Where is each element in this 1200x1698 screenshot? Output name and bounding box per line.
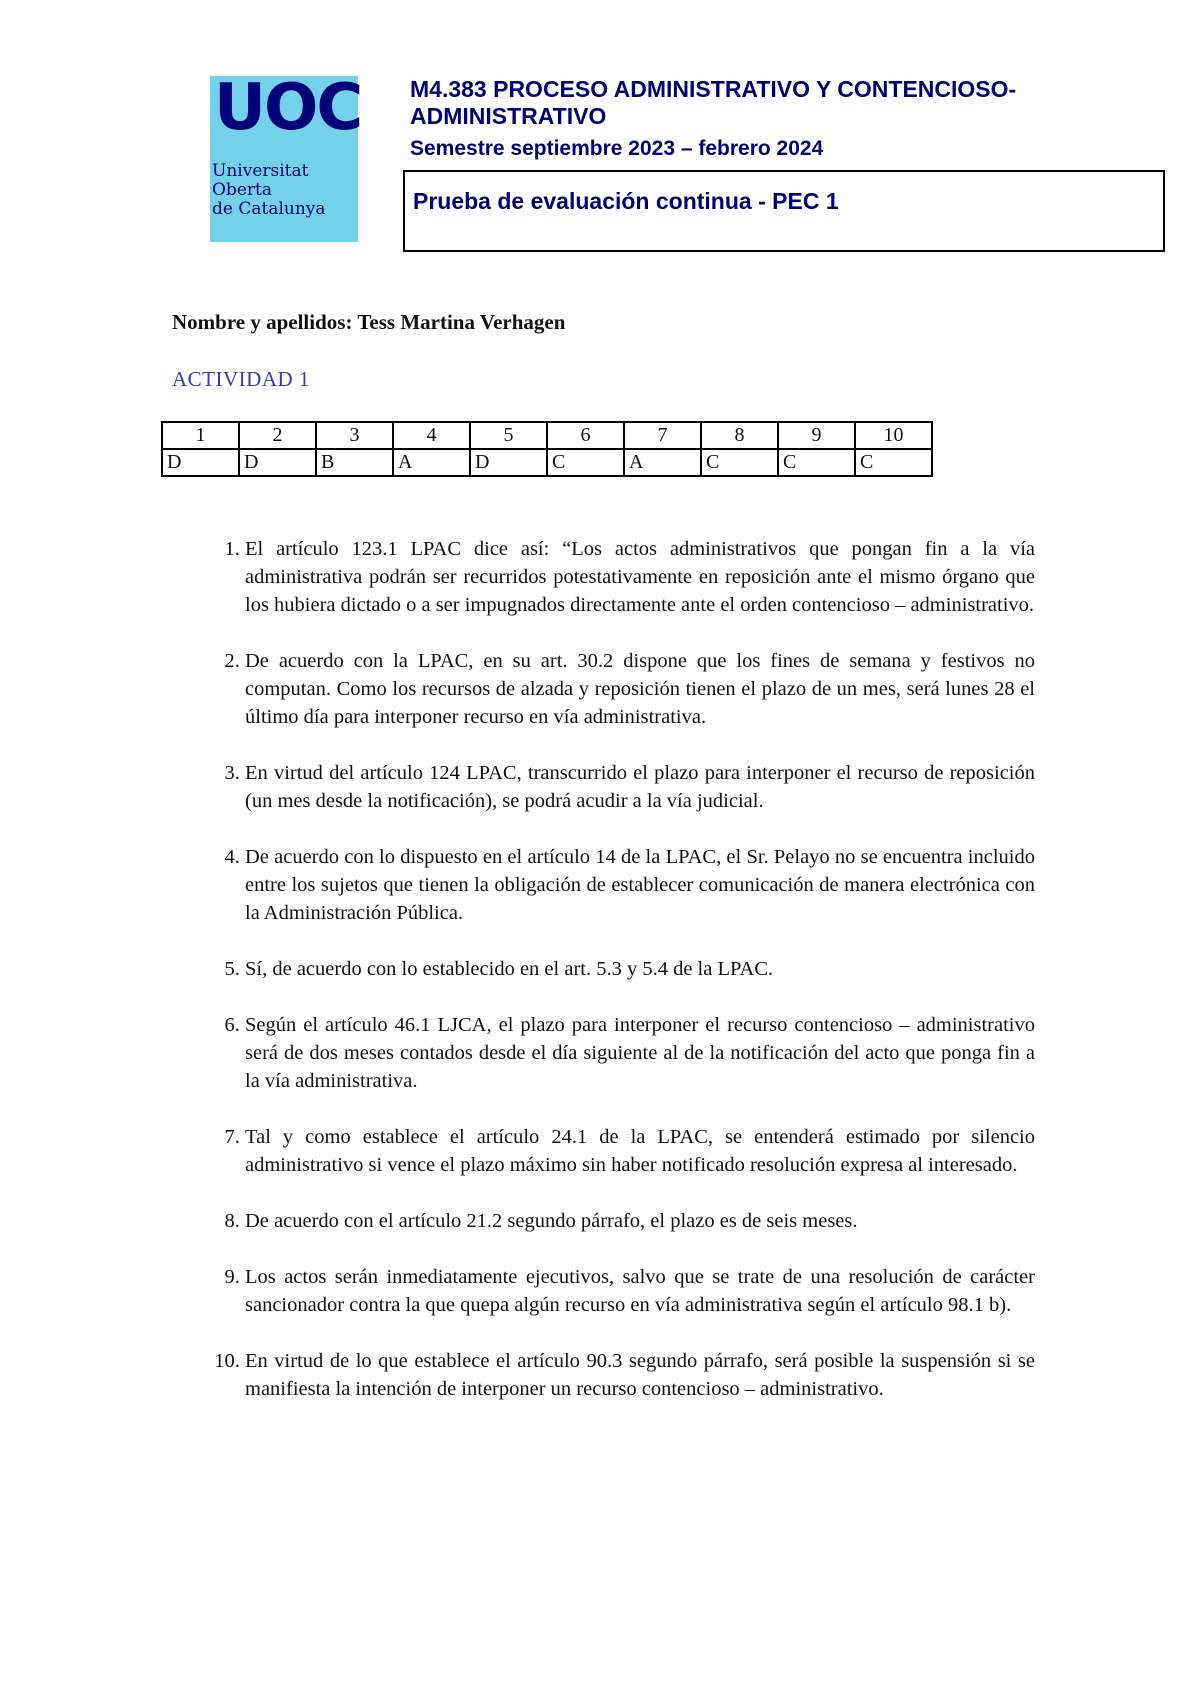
question-number: 10	[855, 422, 932, 449]
answer-cell: D	[162, 449, 239, 476]
response-item: 3. En virtud del artículo 124 LPAC, transcurrido el plazo para interponer el recurso de reposición (un mes desde la notificación), se podrá acudir a la vía judicial.	[245, 759, 1035, 815]
student-name: Nombre y apellidos: Tess Martina Verhagen	[172, 310, 566, 334]
answer-cell: D	[239, 449, 316, 476]
response-item: 10. En virtud de lo que establece el artículo 90.3 segundo párrafo, será posible la suspensión si se manifiesta la intención de interponer un recurso contencioso – administrativo.	[245, 1347, 1035, 1403]
semester: Semestre septiembre 2023 – febrero 2024	[410, 137, 824, 160]
pec-title: Prueba de evaluación continua - PEC 1	[413, 188, 839, 214]
pec-title-box	[403, 170, 1165, 252]
answer-cell: B	[316, 449, 393, 476]
activity-title: ACTIVIDAD 1	[172, 367, 310, 391]
answer-cell: C	[547, 449, 624, 476]
question-number: 9	[778, 422, 855, 449]
answer-cell: A	[393, 449, 470, 476]
response-item: 4. De acuerdo con lo dispuesto en el artículo 14 de la LPAC, el Sr. Pelayo no se encuentra incluido entre los sujetos que tienen la obligación de establecer comunicación de manera electrónica con la Administración Pública.	[245, 843, 1035, 927]
answer-cell: C	[701, 449, 778, 476]
response-item: 5. Sí, de acuerdo con lo establecido en el art. 5.3 y 5.4 de la LPAC.	[245, 955, 1035, 983]
response-item: 6. Según el artículo 46.1 LJCA, el plazo para interponer el recurso contencioso – administrativo será de dos meses contados desde el día siguiente al de la notificación del acto que ponga fin a la vía administrativa.	[245, 1011, 1035, 1095]
responses-list	[195, 535, 1035, 1431]
answer-cell: C	[778, 449, 855, 476]
answer-cell: A	[624, 449, 701, 476]
logo-university-name	[212, 162, 326, 219]
question-number-row	[162, 422, 932, 449]
question-number: 6	[547, 422, 624, 449]
course-header	[410, 76, 1110, 162]
question-number: 7	[624, 422, 701, 449]
question-number: 3	[316, 422, 393, 449]
response-item: 7. Tal y como establece el artículo 24.1 de la LPAC, se entenderá estimado por silencio administrativo si vence el plazo máximo sin haber notificado resolución expresa al interesado.	[245, 1123, 1035, 1179]
logo-line: Universitat	[212, 161, 309, 181]
question-number: 1	[162, 422, 239, 449]
question-number: 4	[393, 422, 470, 449]
response-item: 8. De acuerdo con el artículo 21.2 segundo párrafo, el plazo es de seis meses.	[245, 1207, 1035, 1235]
question-number: 2	[239, 422, 316, 449]
answer-row	[162, 449, 932, 476]
uoc-logo	[210, 71, 362, 242]
answer-cell: D	[470, 449, 547, 476]
logo-mark: UOC	[214, 71, 362, 145]
answer-cell: C	[855, 449, 932, 476]
response-item: 1. El artículo 123.1 LPAC dice así: “Los actos administrativos que pongan fin a la vía administrativa podrán ser recurridos potestativamente en reposición ante el mismo órgano que los hubiera dictado o a ser impugnados directamente ante el orden contencioso – administrativo.	[245, 535, 1035, 619]
response-item: 9. Los actos serán inmediatamente ejecutivos, salvo que se trate de una resolución de carácter sancionador contra la que quepa algún recurso en vía administrativa según el artículo 98.1 b).	[245, 1263, 1035, 1319]
question-number: 5	[470, 422, 547, 449]
logo-line: Oberta	[212, 180, 272, 200]
course-title: M4.383 PROCESO ADMINISTRATIVO Y CONTENCIOSO-ADMINISTRATIVO	[410, 76, 1017, 129]
question-number: 8	[701, 422, 778, 449]
answers-table	[161, 421, 933, 477]
logo-line: de Catalunya	[212, 199, 326, 219]
response-item: 2. De acuerdo con la LPAC, en su art. 30.2 dispone que los fines de semana y festivos no computan. Como los recursos de alzada y reposición tienen el plazo de un mes, será lunes 28 el último día para interponer recurso en vía administrativa.	[245, 647, 1035, 731]
